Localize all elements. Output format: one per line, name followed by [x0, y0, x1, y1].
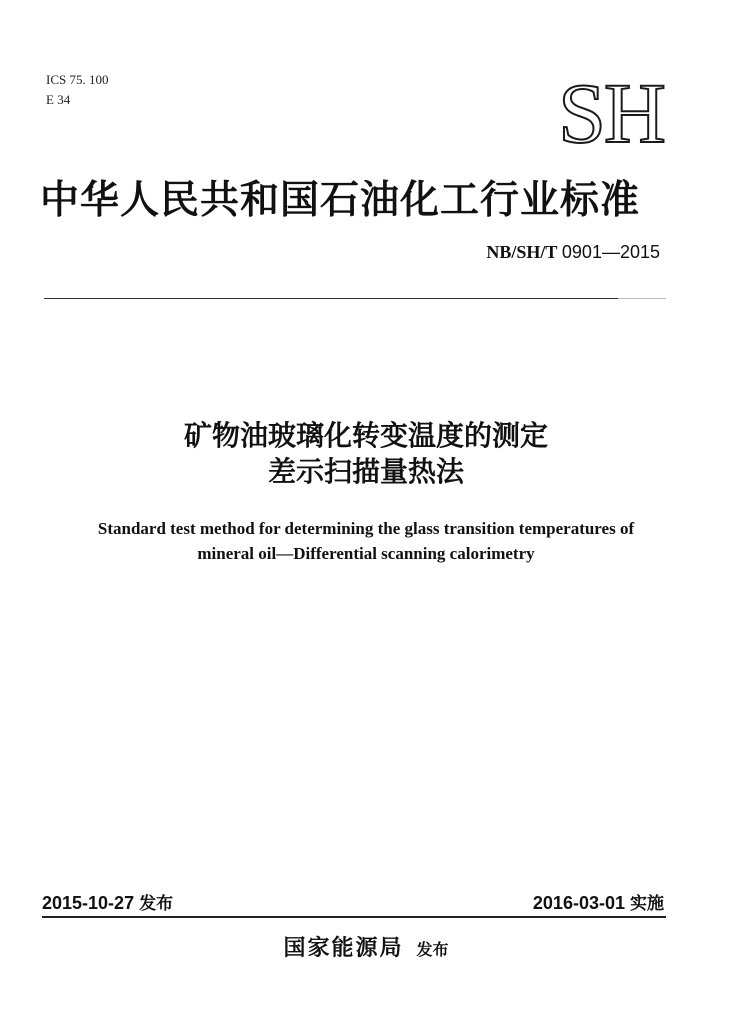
publisher	[0, 934, 732, 965]
chinese-title	[0, 418, 732, 490]
chinese-title-line1: 矿物油玻璃化转变温度的测定	[183, 419, 548, 452]
issue-date-value: 2015-10-27	[42, 893, 135, 913]
effective-date	[533, 892, 664, 915]
issue-date	[42, 892, 173, 915]
english-title	[30, 516, 702, 566]
header-divider	[44, 298, 666, 299]
english-title-line2: mineral oil—Differential scanning calorimetry	[197, 544, 535, 563]
effective-date-label: 实施	[630, 894, 664, 914]
standard-number	[486, 240, 660, 264]
publisher-action: 发布	[416, 940, 449, 959]
publisher-org: 国家能源局	[283, 936, 404, 961]
standard-category-title: 中华人民共和国石油化工行业标准	[40, 178, 641, 223]
standard-number-suffix: 0901—2015	[561, 242, 660, 262]
chinese-title-line2: 差示扫描量热法	[267, 455, 464, 488]
english-title-line1: Standard test method for determining the glass transition temperatures of	[97, 519, 635, 538]
header-divider-tail	[618, 298, 666, 299]
ccs-code: E 34	[46, 92, 71, 107]
footer-divider	[42, 916, 666, 918]
sh-logo: SH	[558, 65, 664, 161]
standard-number-prefix: NB/SH/T	[486, 242, 558, 262]
issue-date-label: 发布	[139, 894, 174, 914]
ics-code: ICS 75. 100	[46, 72, 109, 87]
effective-date-value: 2016-03-01	[532, 893, 625, 913]
classification-codes	[46, 70, 108, 110]
